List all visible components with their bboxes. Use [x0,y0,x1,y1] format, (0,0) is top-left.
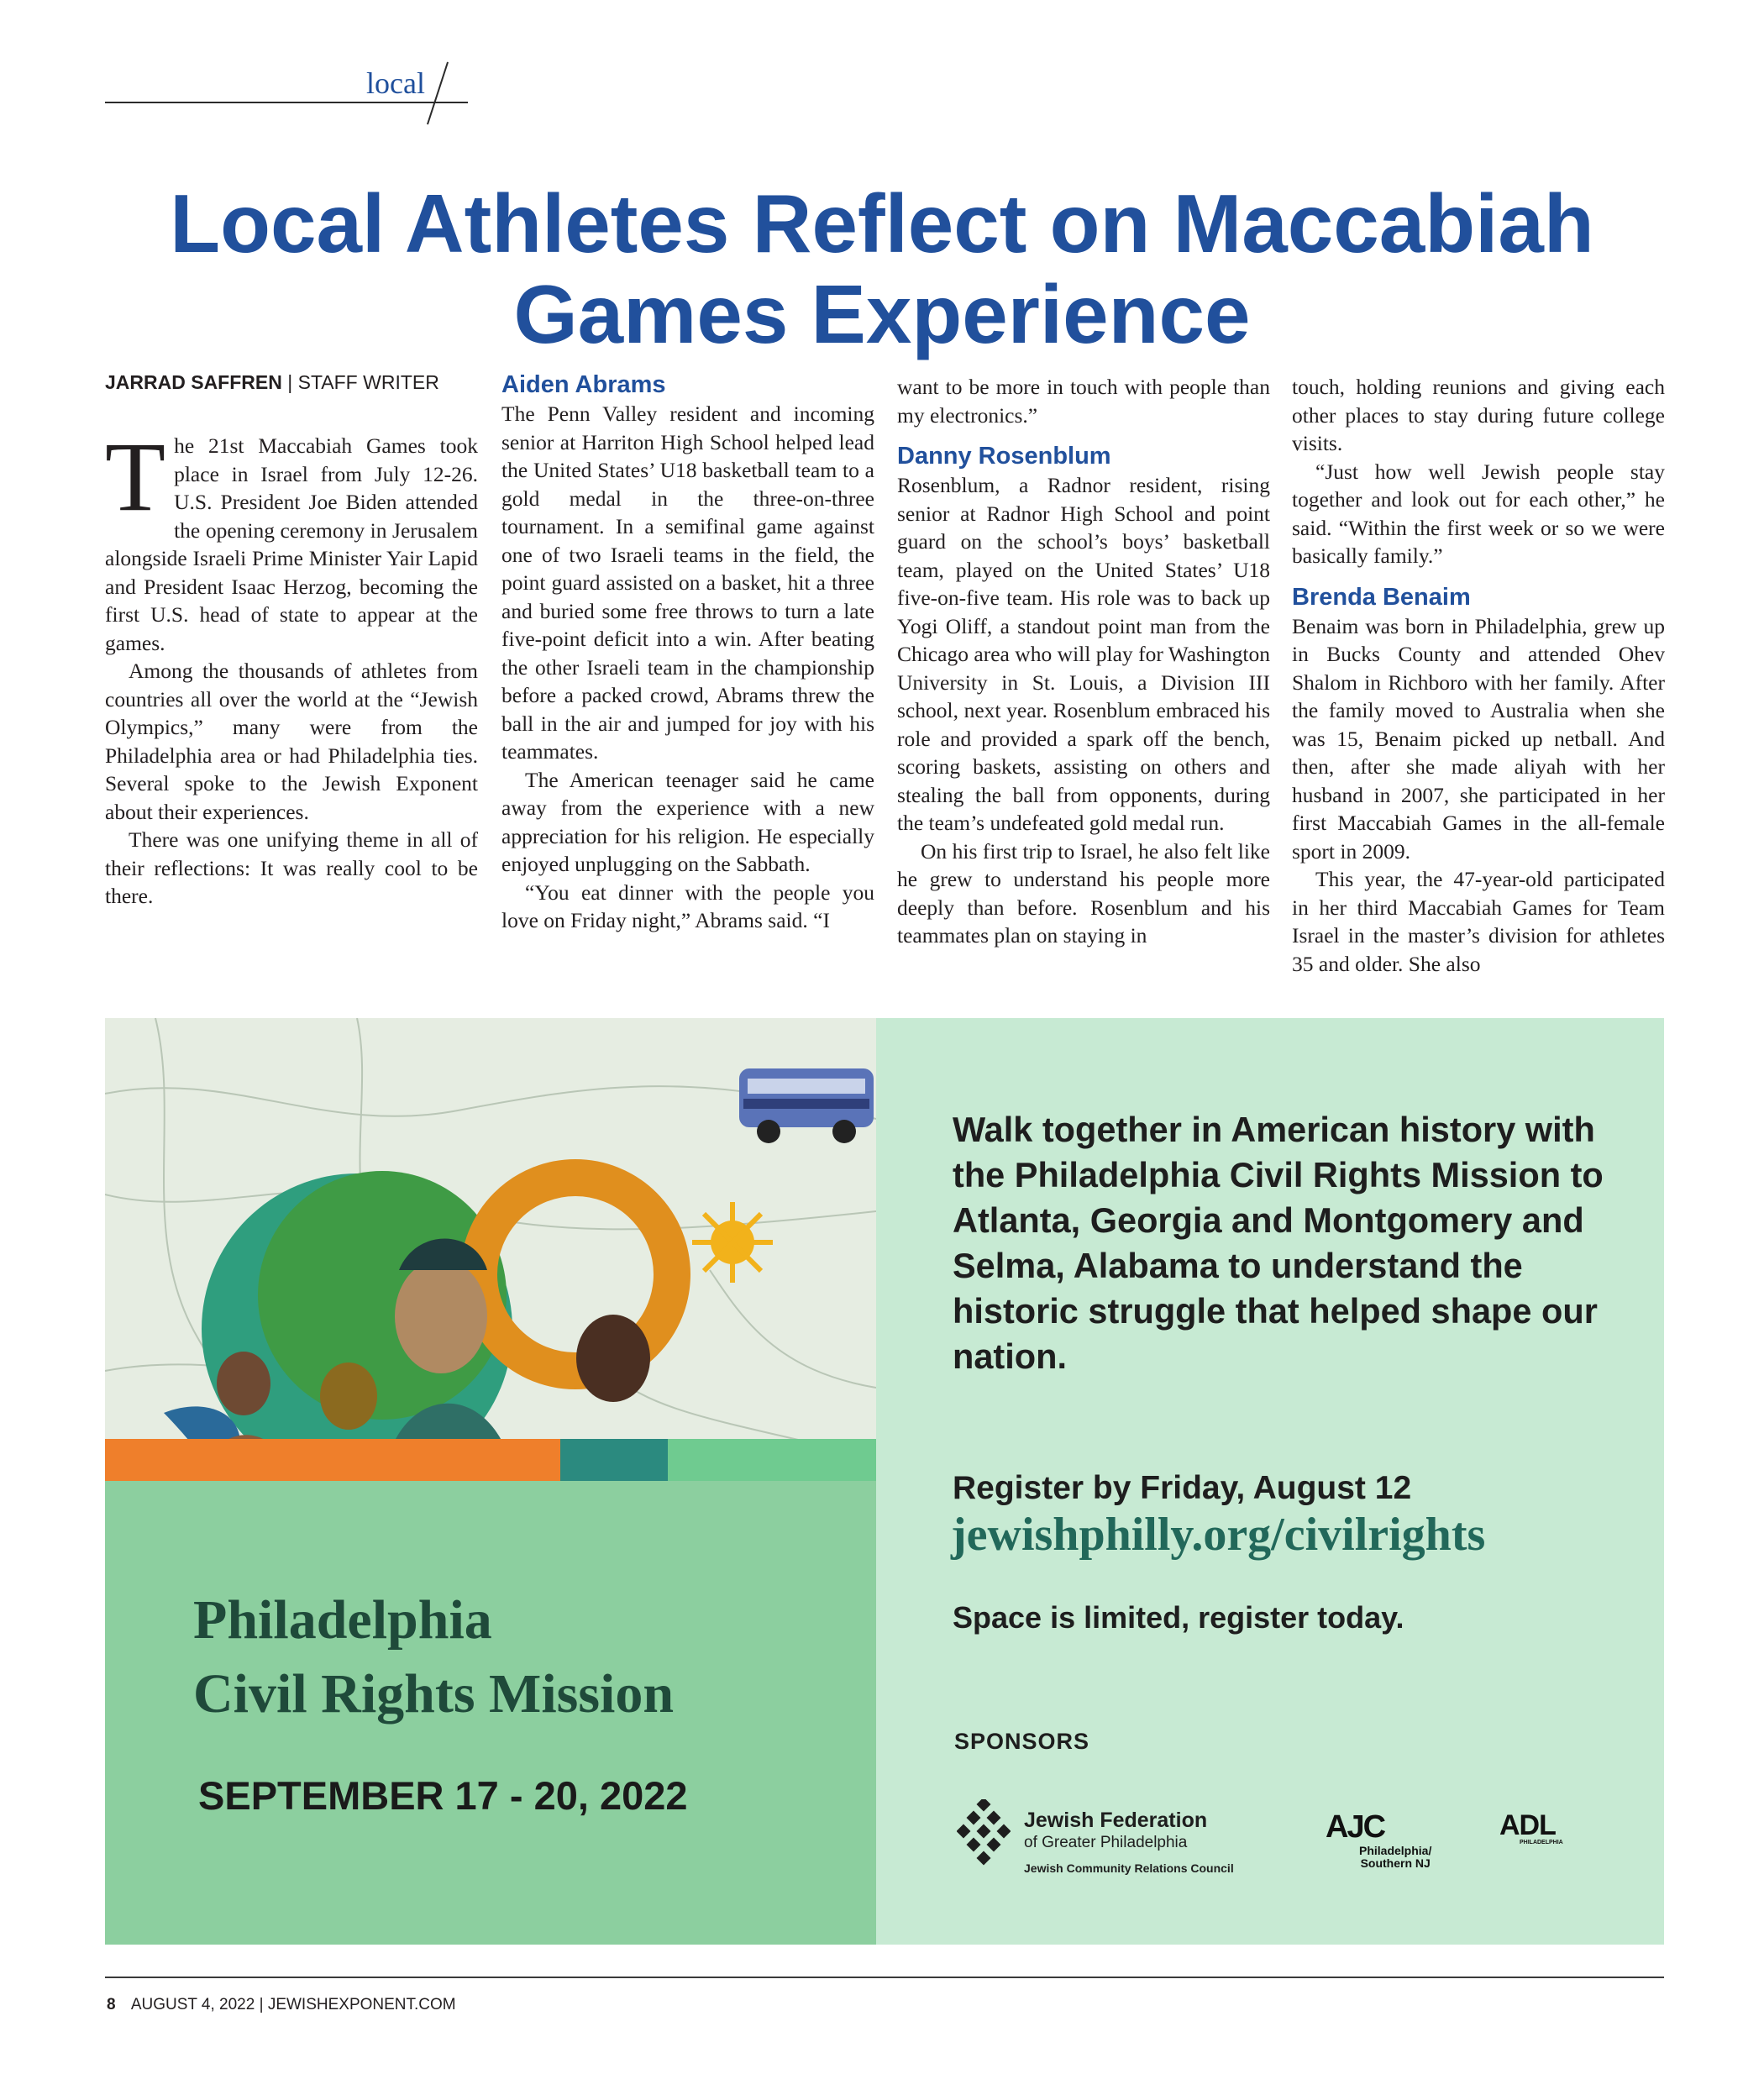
sponsor-adl-logo: ADL [1499,1809,1556,1841]
footer-separator: | [259,1996,264,2013]
ad-register-link[interactable]: jewishphilly.org/civilrights [951,1509,1486,1561]
headline-line-1: Local Athletes Reflect on Maccabiah [170,177,1594,270]
subhead-danny-rosenblum: Danny Rosenblum [897,443,1111,470]
section-label[interactable]: local [366,66,425,100]
article-column-3 [897,373,1270,950]
footer-date: AUGUST 4, 2022 [130,1996,255,2013]
article-column-4 [1292,373,1665,978]
sponsor-jcrc: Jewish Community Relations Council [1024,1861,1234,1875]
footer-rule [105,1977,1664,1978]
ad-dates: SEPTEMBER 17 - 20, 2022 [198,1773,688,1818]
brenda-paragraph-2: This year, the 47-year-old participated in her third Maccabiah Games for Team Israel in the master’s division for athletes 35 and older. She also [1292,867,1665,976]
sponsor-ajc-region-line-1: Philadelphia/ [1359,1844,1432,1857]
dropcap: T [105,422,166,532]
ad-sponsors-label: SPONSORS [954,1729,1090,1754]
byline [105,370,478,395]
intro-paragraph-1 [105,422,478,657]
ad-title-line-2: Civil Rights Mission [193,1663,675,1725]
headline-line-2: Games Experience [513,268,1251,360]
ad-space-limited: Space is limited, register today. [953,1600,1404,1635]
intro-paragraph-1-text: he 21st Maccabiah Games took place in Israel from July 12-26. U.S. President Joe Biden attended the opening ceremony in Jerusalem alongside Israeli Prime Minister Yair Lapid and President Isaac Herzog, becoming the first U.S. head of state to appear at the games. [105,433,478,655]
ad-copy: Walk together in American history with the Philadelphia Civil Rights Mission to Atlanta, Georgia and Montgomery and Selma, Alabama to understand the historic struggle that helped shape our nation. [953,1110,1604,1376]
article-headline [50,178,1714,360]
subhead-brenda-benaim: Brenda Benaim [1292,583,1471,611]
bus-icon [739,1068,874,1143]
sun-icon [692,1202,773,1283]
ad-title [193,1583,674,1731]
sponsor-ajc-logo: AJC [1326,1809,1385,1845]
page-footer [107,1996,456,2014]
aiden-paragraph-2: The American teenager said he came away from the experience with a new appreciation for his religion. He especially enjoyed unplugging on the Sabbath. [501,767,874,876]
article-column-1 [105,370,478,911]
brenda-paragraph-1: Benaim was born in Philadelphia, grew up in Bucks County and attended Ohev Shalom in Richboro with her family. After the family moved to Australia when she was 15, Benaim picked up netball. And then, after she made aliyah with her husband in 2007, she participated in her first Maccabiah Games in the all-female sport in 2009. [1292,613,1665,864]
aiden-paragraph-1: The Penn Valley resident and incoming senior at Harriton High School helped lead the United States’ U18 basketball team to a gold medal in the three-on-three tournament. In a semifinal game against one of two Israeli teams in the field, the point guard assisted on a basket, hit a three and buried some free throws to turn a late five-point deficit into a win. After beating the other Israeli team in the championship before a packed crowd, Abrams threw the ball in the air and jumped for joy with his teammates. [501,402,874,764]
sponsor-adl-region: PHILADELPHIA [1520,1840,1563,1845]
danny-paragraph-1: Rosenblum, a Radnor resident, rising senior at Radnor High School and point guard on the school’s boys’ basketball team, played on the United States’ U18 five-on-five team. His role was to back up Yogi Oliff, a standout point man from the Chicago area who will play for Washington University in St. Louis, a Division III school, next year. Rosenblum embraced his role and provided a spark off the bench, scoring baskets, assisting on others and stealing the ball from opponents, during the team’s undefeated gold medal run. [897,473,1270,835]
byline-separator: | [287,371,293,393]
footer-site[interactable]: JEWISHEXPONENT.COM [267,1996,456,2013]
ad-band-green [668,1439,876,1481]
danny-paragraph-2: On his first trip to Israel, he also felt like he grew to understand his people more deeply than before. Rosenblum and his teammates plan on staying in [897,838,1270,948]
column-4-continuation: touch, holding reunions and giving each other places to stay during future college visits. [1292,375,1665,455]
section-slash [427,62,449,125]
column-3-continuation: want to be more in touch with people than my electronics.” [897,375,1270,428]
sponsor-ajc-region [1359,1845,1431,1870]
intro-paragraph-3: There was one unifying theme in all of their reflections: It was really cool to be there. [105,827,478,908]
page-number: 8 [107,1996,116,2013]
subhead-aiden-abrams: Aiden Abrams [501,371,666,398]
jewish-federation-logo-icon [957,1799,1011,1875]
sponsor-ajc-region-line-2: Southern NJ [1360,1856,1431,1870]
ad-band-teal [560,1439,668,1481]
article-column-2 [501,370,874,935]
ad-title-line-1: Philadelphia [193,1589,492,1651]
column-4-quote: “Just how well Jewish people stay together and look out for each other,” he said. “Within the first week or so we were basically family.” [1292,459,1665,568]
sponsor-jewish-federation: Jewish Federation [1024,1809,1208,1832]
section-rule [105,102,468,103]
sponsor-jewish-federation-sub: of Greater Philadelphia [1024,1834,1188,1851]
ad-band-orange [105,1439,560,1481]
aiden-paragraph-3: “You eat dinner with the people you love on Friday night,” Abrams said. “I [501,879,874,932]
intro-paragraph-2: Among the thousands of athletes from countries all over the world at the “Jewish Olympics,” many were from the Philadelphia area or had Philadelphia ties. Several spoke to the Jewish Exponent about their experiences. [105,659,478,824]
byline-name: JARRAD SAFFREN [105,371,282,393]
byline-role: STAFF WRITER [297,371,439,393]
ad-register-deadline: Register by Friday, August 12 [953,1470,1412,1506]
